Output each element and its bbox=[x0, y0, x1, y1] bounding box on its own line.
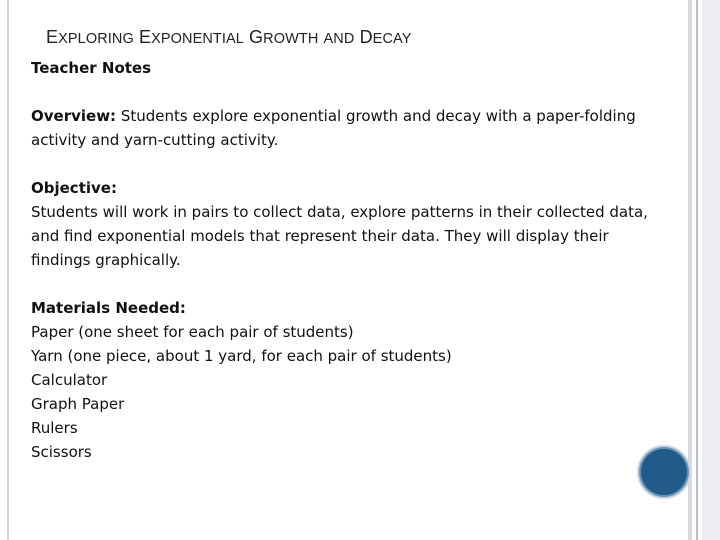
materials-list bbox=[31, 320, 671, 464]
title-word: EXPLORING bbox=[46, 27, 134, 47]
title-word: AND bbox=[323, 31, 355, 47]
title-word: GROWTH bbox=[249, 27, 319, 47]
decorative-circle-icon bbox=[641, 449, 687, 495]
list-item: Scissors bbox=[31, 443, 92, 461]
spacer bbox=[31, 272, 671, 296]
materials-label: Materials Needed: bbox=[31, 299, 186, 317]
slide-body bbox=[31, 56, 671, 464]
title-word: EXPONENTIAL bbox=[138, 27, 244, 47]
slide-title bbox=[46, 27, 411, 48]
list-item: Yarn (one piece, about 1 yard, for each pair of students) bbox=[31, 347, 452, 365]
right-decorative-border bbox=[688, 0, 720, 540]
overview-text: Students explore exponential growth and decay with a paper-folding activity and yarn-cutting activity. bbox=[31, 107, 636, 149]
spacer bbox=[31, 152, 671, 176]
right-border-stripe bbox=[696, 0, 698, 540]
list-item: Paper (one sheet for each pair of students) bbox=[31, 323, 354, 341]
slide-subtitle: Teacher Notes bbox=[31, 59, 152, 77]
list-item: Calculator bbox=[31, 371, 108, 389]
right-border-stripe bbox=[702, 0, 720, 540]
objective-label: Objective: bbox=[31, 179, 117, 197]
overview-paragraph bbox=[31, 104, 671, 152]
overview-label: Overview: bbox=[31, 107, 117, 125]
list-item: Graph Paper bbox=[31, 395, 125, 413]
objective-text: Students will work in pairs to collect data, explore patterns in their collected data, and find exponential models that represent their data. They will display their findings graphically. bbox=[31, 203, 648, 269]
right-border-stripe bbox=[688, 0, 692, 540]
list-item: Rulers bbox=[31, 419, 78, 437]
spacer bbox=[31, 80, 671, 104]
left-border-line bbox=[7, 0, 9, 540]
title-word: DECAY bbox=[359, 27, 412, 47]
